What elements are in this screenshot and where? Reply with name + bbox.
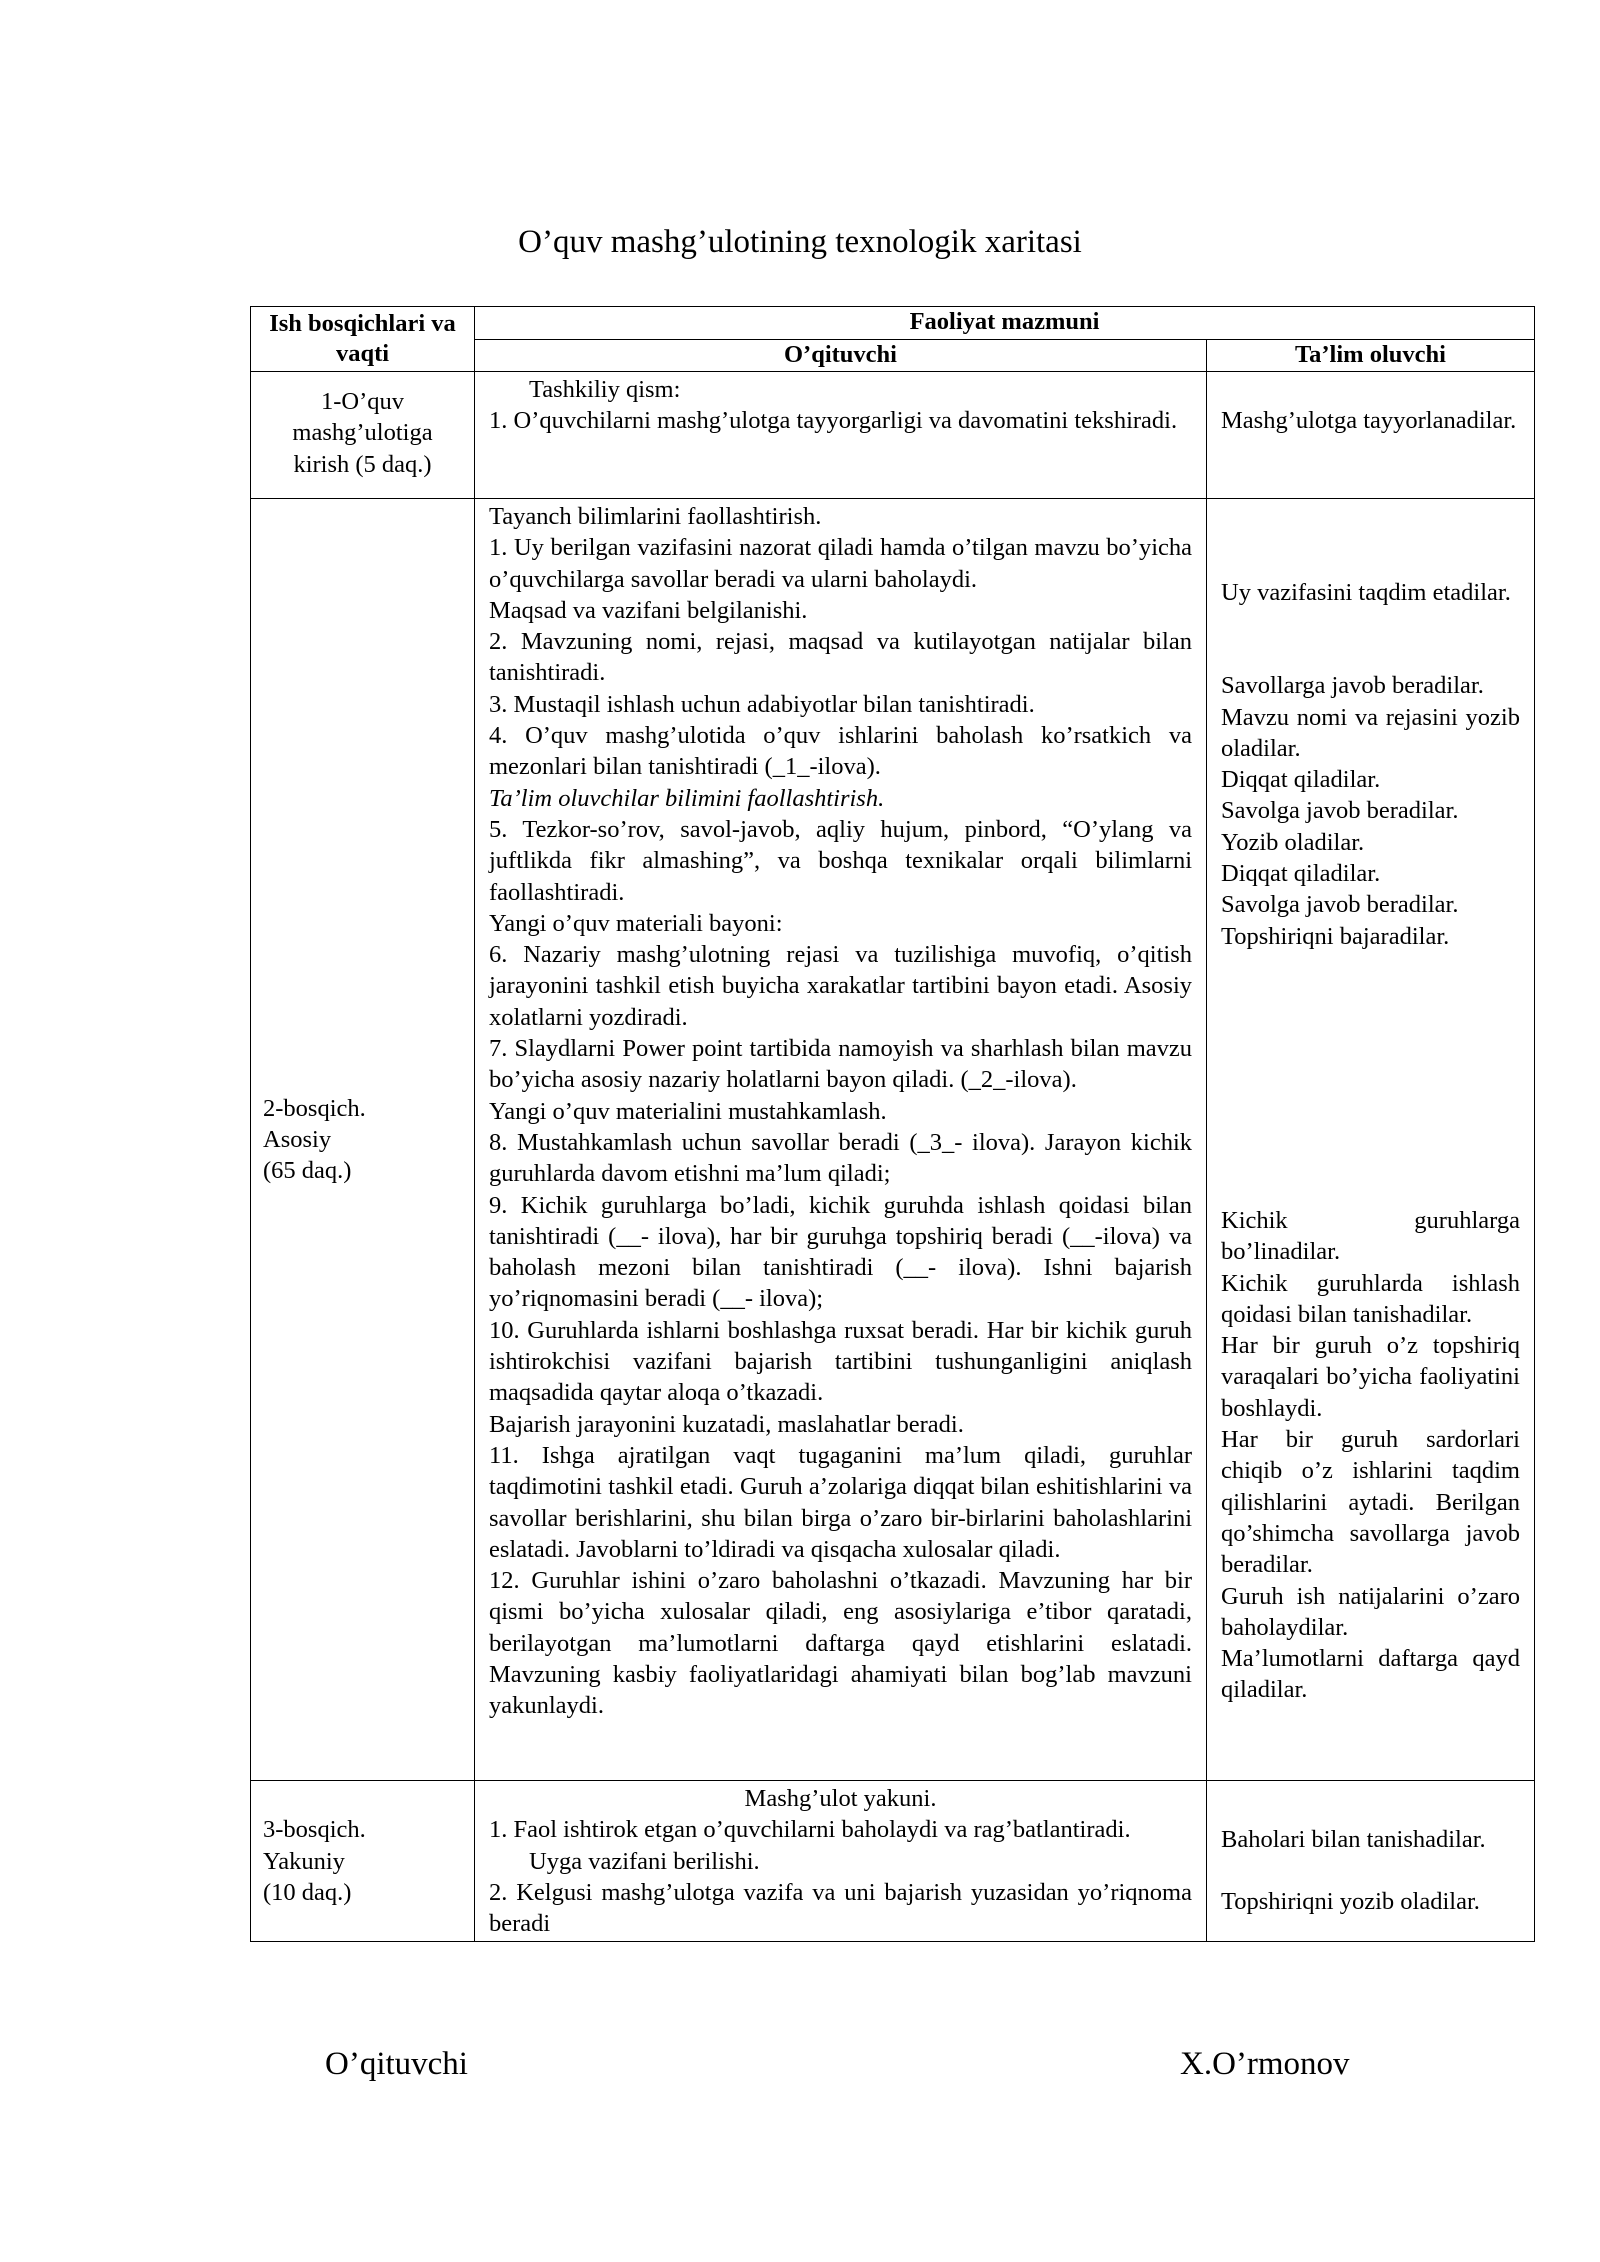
teacher-cell (475, 372, 1207, 499)
learner-action: Topshiriqni yozib oladilar. (1221, 1888, 1480, 1916)
technological-map-table (250, 306, 1535, 1942)
header-teacher: O’qituvchi (475, 339, 1207, 372)
stage-label: 1-O’quv mashg’ulotiga kirish (5 daq.) (292, 388, 433, 478)
teacher-cell (475, 499, 1207, 1781)
stage-cell (251, 499, 475, 1781)
page-title: O’quv mashg’ulotining texnologik xaritasi (518, 224, 1082, 260)
stage-label: Yakuniy (263, 1847, 345, 1875)
teacher-step: 2. Kelgusi mashg’ulotga vazifa va uni bajarish yuzasidan yo’riqnoma beradi (489, 1878, 1192, 1938)
learner-action: Savolga javob beradilar. (1221, 797, 1459, 825)
teacher-step: Bajarish jarayonini kuzatadi, maslahatlar beradi. (489, 1410, 964, 1438)
teacher-step: 6. Nazariy mashg’ulotning rejasi va tuzilishiga muvofiq, o’qitish jarayonini tashkil etish buyicha xarakatlar tartibini bayon etadi. Asosiy xolatlarni yozdiradi. (489, 941, 1192, 1031)
stage-label: (10 daq.) (263, 1878, 352, 1906)
learner-cell (1207, 499, 1535, 1781)
section-heading: Tayanch bilimlarini faollashtirish. (489, 503, 822, 530)
stage-label: Asosiy (263, 1125, 332, 1153)
learner-action: Kichik guruhlarga bo’linadilar. (1221, 1206, 1520, 1266)
learner-action: Diqqat qiladilar. (1221, 860, 1381, 888)
learner-action: Guruh ish natijalarini o’zaro baholaydilar. (1221, 1582, 1520, 1641)
teacher-step: 1. Faol ishtirok etgan o’quvchilarni baholaydi va rag’batlantiradi. (489, 1816, 1131, 1844)
stage-cell (251, 372, 475, 499)
learner-action: Yozib oladilar. (1221, 828, 1365, 856)
teacher-step: 5. Tezkor-so’rov, savol-javob, aqliy hujum, pinbord, “O’ylang va juftlikda fikr almashing”, va boshqa texnikalar orqali bilimlarni faollashtiradi. (489, 815, 1192, 906)
section-heading: Yangi o’quv materiali bayoni: (489, 909, 783, 937)
section-heading: Maqsad va vazifani belgilanishi. (489, 596, 808, 624)
header-learner: Ta’lim oluvchi (1207, 339, 1535, 372)
teacher-step: 7. Slaydlarni Power point tartibida namoyish va sharhlash bilan mavzu bo’yicha asosiy nazariy holatlarni bayon qiladi. (_2_-ilova). (489, 1035, 1192, 1094)
teacher-step: 2. Mavzuning nomi, rejasi, maqsad va kutilayotgan natijalar bilan tanishtiradi. (489, 628, 1192, 687)
learner-cell (1207, 372, 1535, 499)
learner-action: Topshiriqni bajaradilar. (1221, 922, 1450, 950)
stage-cell (251, 1781, 475, 1942)
teacher-step: 1. O’quvchilarni mashg’ulotga tayyorgarligi va davomatini tekshiradi. (489, 407, 1178, 435)
table-row (251, 372, 1535, 499)
learner-cell (1207, 1781, 1535, 1942)
learner-action: Savolga javob beradilar. (1221, 891, 1459, 919)
section-heading: Mashg’ulot yakuni. (744, 1785, 937, 1812)
learner-action: Savollarga javob beradilar. (1221, 672, 1484, 700)
learner-action: Kichik guruhlarda ishlash qoidasi bilan tanishadilar. (1221, 1269, 1520, 1328)
section-heading: Uyga vazifani berilishi. (529, 1847, 760, 1875)
learner-action: Uy vazifasini taqdim etadilar. (1221, 579, 1511, 606)
table-row (251, 499, 1535, 1781)
learner-action: Ma’lumotlarni daftarga qayd qiladilar. (1221, 1645, 1520, 1704)
stage-label: (65 daq.) (263, 1157, 352, 1185)
teacher-step: 1. Uy berilgan vazifasini nazorat qiladi hamda o’tilgan mavzu bo’yicha o’quvchilarga savollar beradi va ularni baholaydi. (489, 534, 1192, 593)
teacher-step: 12. Guruhlar ishini o’zaro baholashni o’tkazadi. Mavzuning har bir qismi bo’yicha xulosalar qiladi, eng asosiylariga e’tibor qaratadi, berilayotgan ma’lumotlarni daftarga qayd etishlarini eslatadi. Mavzuning kasbiy faoliyatlaridagi ahamiyati bilan bog’lab mavzuni yakunlaydi. (489, 1567, 1192, 1720)
table-row (251, 1781, 1535, 1942)
teacher-step: 8. Mustahkamlash uchun savollar beradi (_3_- ilova). Jarayon kichik guruhlarda davom etishni ma’lum qiladi; (489, 1128, 1192, 1188)
teacher-step: 11. Ishga ajratilgan vaqt tugaganini ma’lum qiladi, guruhlar taqdimotini tashkil etadi. Guruh a’zolariga diqqat bilan eshitishlarini va savollar berishlarini, shu bilan birga o’zaro bir-birlarini baholashlarini eslatadi. Javoblarni to’ldiradi va qisqacha xulosalar qiladi. (489, 1441, 1192, 1563)
learner-action: Baholari bilan tanishadilar. (1221, 1826, 1486, 1853)
section-heading: Tashkiliy qism: (529, 376, 681, 403)
learner-action: Mashg’ulotga tayyorlanadilar. (1221, 407, 1517, 434)
teacher-cell (475, 1781, 1207, 1942)
teacher-step: 10. Guruhlarda ishlarni boshlashga ruxsat beradi. Har bir kichik guruh ishtirokchisi vazifani bajarish tartibini tushunganligini aniqlash maqsadida qaytar aloqa o’tkazadi. (489, 1316, 1192, 1407)
learner-action: Mavzu nomi va rejasini yozib oladilar. (1221, 703, 1520, 762)
stage-label: 2-bosqich. (263, 1094, 366, 1122)
learner-action: Har bir guruh o’z topshiriq varaqalari bo’yicha faoliyatini boshlaydi. (1221, 1332, 1520, 1422)
learner-action: Diqqat qiladilar. (1221, 766, 1381, 794)
section-heading: Yangi o’quv materialini mustahkamlash. (489, 1097, 887, 1125)
signature-name: X.O’rmonov (1180, 2046, 1350, 2082)
header-activity-content: Faoliyat mazmuni (475, 307, 1535, 340)
teacher-step: 9. Kichik guruhlarga bo’ladi, kichik guruhda ishlash qoidasi bilan tanishtiradi (__- ilova), har bir guruhga topshiriq beradi (__-ilova) va baholash mezoni bilan tanishtiradi (__- ilova). Ishni bajarish yo’riqnomasini beradi (__- ilova); (489, 1191, 1192, 1313)
section-heading: Ta’lim oluvchilar bilimini faollashtirish. (489, 784, 885, 812)
header-row-1 (251, 307, 1535, 340)
stage-label: 3-bosqich. (263, 1816, 366, 1844)
teacher-step: 4. O’quv mashg’ulotida o’quv ishlarini baholash ko’rsatkich va mezonlari bilan tanishtiradi (_1_-ilova). (489, 722, 1192, 781)
header-stage-time: Ish bosqichlari va vaqti (251, 307, 475, 372)
teacher-step: 3. Mustaqil ishlash uchun adabiyotlar bilan tanishtiradi. (489, 690, 1035, 718)
learner-action: Har bir guruh sardorlari chiqib o’z ishlarini taqdim qilishlarini aytadi. Berilgan qo’shimcha savollarga javob beradilar. (1221, 1426, 1520, 1579)
signature-role: O’qituvchi (325, 2046, 468, 2082)
